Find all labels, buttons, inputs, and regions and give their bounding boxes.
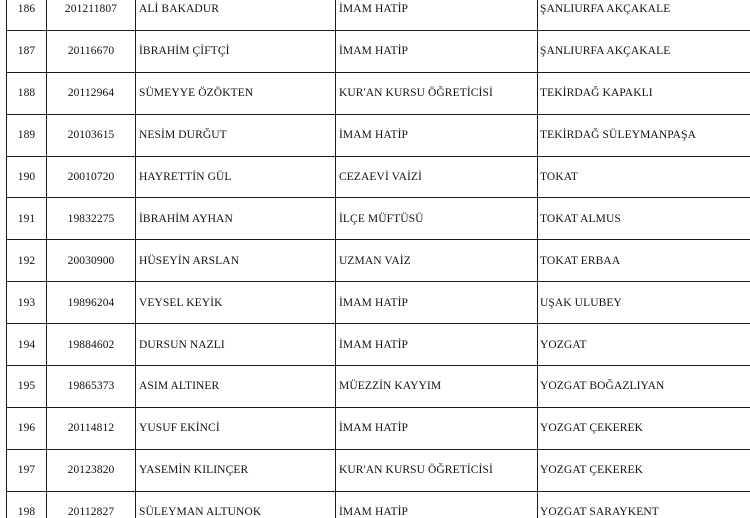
row-number: 194 <box>7 324 47 366</box>
person-name: İBRAHİM ÇİFTÇİ <box>136 30 336 72</box>
person-name: SÜMEYYE ÖZÖKTEN <box>136 72 336 114</box>
registry-number: 19896204 <box>47 282 136 324</box>
registry-number: 20010720 <box>47 156 136 198</box>
table-row <box>7 449 750 491</box>
table-row <box>7 30 750 72</box>
table-row <box>7 366 750 408</box>
person-name: NESİM DURĞUT <box>136 114 336 156</box>
location: TOKAT ERBAA <box>538 240 750 282</box>
row-number: 191 <box>7 198 47 240</box>
person-name: SÜLEYMAN ALTUNOK <box>136 491 336 518</box>
location: ŞANLIURFA AKÇAKALE <box>538 0 750 30</box>
person-name: VEYSEL KEYİK <box>136 282 336 324</box>
registry-number: 20116670 <box>47 30 136 72</box>
row-number: 192 <box>7 240 47 282</box>
table-row <box>7 282 750 324</box>
registry-number: 20103615 <box>47 114 136 156</box>
location: YOZGAT ÇEKEREK <box>538 407 750 449</box>
person-name: ASIM ALTINER <box>136 366 336 408</box>
location: TOKAT ALMUS <box>538 198 750 240</box>
location: YOZGAT ÇEKEREK <box>538 449 750 491</box>
registry-number: 20112964 <box>47 72 136 114</box>
row-number: 195 <box>7 366 47 408</box>
personnel-table <box>6 0 750 518</box>
person-name: DURSUN NAZLI <box>136 324 336 366</box>
table-row <box>7 114 750 156</box>
table-row <box>7 198 750 240</box>
person-name: HÜSEYİN ARSLAN <box>136 240 336 282</box>
row-number: 186 <box>7 0 47 30</box>
location: ŞANLIURFA AKÇAKALE <box>538 30 750 72</box>
table-row <box>7 407 750 449</box>
registry-number: 19884602 <box>47 324 136 366</box>
registry-number: 20123820 <box>47 449 136 491</box>
registry-number: 20112827 <box>47 491 136 518</box>
job-title: İLÇE MÜFTÜSÜ <box>336 198 538 240</box>
person-name: YUSUF EKİNCİ <box>136 407 336 449</box>
row-number: 189 <box>7 114 47 156</box>
table-row <box>7 156 750 198</box>
person-name: HAYRETTİN GÜL <box>136 156 336 198</box>
registry-number: 201211807 <box>47 0 136 30</box>
location: TEKİRDAĞ KAPAKLI <box>538 72 750 114</box>
job-title: İMAM HATİP <box>336 0 538 30</box>
location: YOZGAT SARAYKENT <box>538 491 750 518</box>
row-number: 187 <box>7 30 47 72</box>
job-title: İMAM HATİP <box>336 114 538 156</box>
row-number: 197 <box>7 449 47 491</box>
job-title: KUR'AN KURSU ÖĞRETİCİSİ <box>336 72 538 114</box>
row-number: 190 <box>7 156 47 198</box>
row-number: 188 <box>7 72 47 114</box>
job-title: UZMAN VAİZ <box>336 240 538 282</box>
job-title: CEZAEVİ VAİZİ <box>336 156 538 198</box>
table-row <box>7 240 750 282</box>
job-title: MÜEZZİN KAYYIM <box>336 366 538 408</box>
registry-number: 19865373 <box>47 366 136 408</box>
location: YOZGAT BOĞAZLIYAN <box>538 366 750 408</box>
row-number: 198 <box>7 491 47 518</box>
person-name: İBRAHİM AYHAN <box>136 198 336 240</box>
table-row <box>7 72 750 114</box>
row-number: 193 <box>7 282 47 324</box>
table-row <box>7 324 750 366</box>
registry-number: 20030900 <box>47 240 136 282</box>
location: UŞAK ULUBEY <box>538 282 750 324</box>
location: TEKİRDAĞ SÜLEYMANPAŞA <box>538 114 750 156</box>
table-row <box>7 0 750 30</box>
registry-number: 19832275 <box>47 198 136 240</box>
job-title: İMAM HATİP <box>336 407 538 449</box>
job-title: KUR'AN KURSU ÖĞRETİCİSİ <box>336 449 538 491</box>
table-body <box>7 0 750 518</box>
registry-number: 20114812 <box>47 407 136 449</box>
location: TOKAT <box>538 156 750 198</box>
job-title: İMAM HATİP <box>336 30 538 72</box>
row-number: 196 <box>7 407 47 449</box>
person-name: YASEMİN KILINÇER <box>136 449 336 491</box>
table-row <box>7 491 750 518</box>
job-title: İMAM HATİP <box>336 282 538 324</box>
location: YOZGAT <box>538 324 750 366</box>
person-name: ALİ BAKADUR <box>136 0 336 30</box>
job-title: İMAM HATİP <box>336 324 538 366</box>
job-title: İMAM HATİP <box>336 491 538 518</box>
